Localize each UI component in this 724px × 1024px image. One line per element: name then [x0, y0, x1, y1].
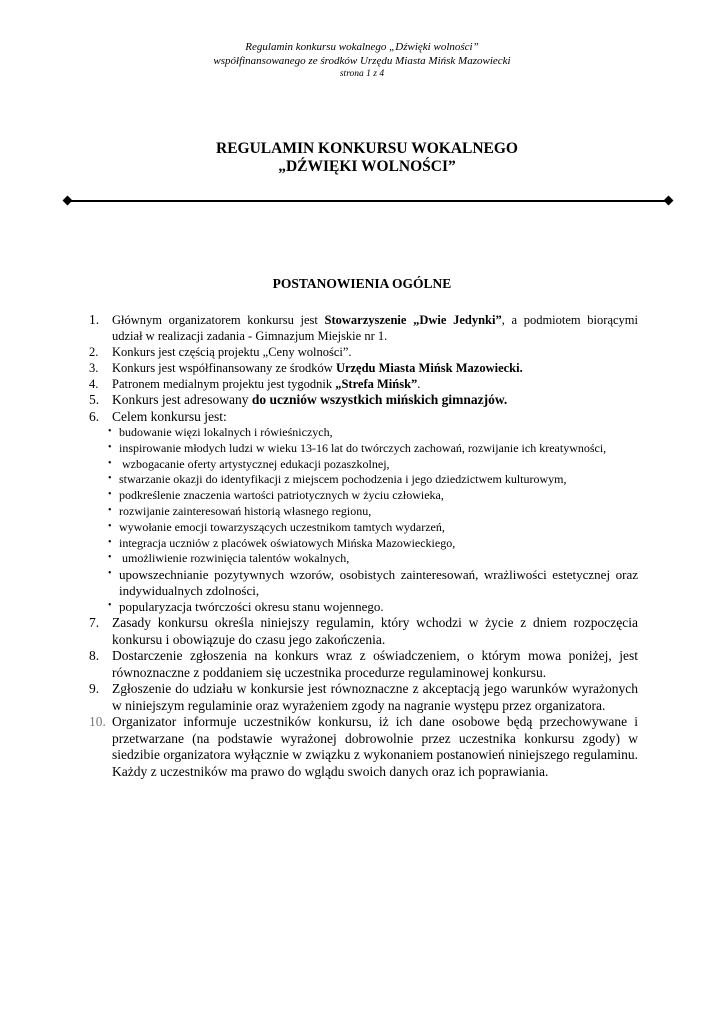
header-line-2: współfinansowanego ze środków Urzędu Miasta Mińsk Mazowiecki [213, 55, 511, 67]
media-patron-name: „Strefa Mińsk” [335, 377, 418, 391]
list-item-7 [89, 615, 638, 648]
document-title [0, 140, 724, 176]
title-line-2: „DŹWIĘKI WOLNOŚCI” [278, 158, 456, 175]
item-text: Zasady konkursu określa niniejszy regulamin, który wchodzi w życie z dniem rozpoczęcia konkursu i obowiązuje do czasu jego zakończenia. [112, 615, 638, 647]
item-number: 8. [89, 648, 100, 664]
bullet-icon: • [108, 520, 112, 532]
list-item-10 [89, 714, 638, 780]
goal-text: inspirowanie młodych ludzi w wieku 13-16 lat do twórczych zachowań, rozwijanie ich kreatywności, [119, 440, 607, 455]
running-header [0, 40, 724, 81]
cofinancer-name: Urzędu Miasta Mińsk Mazowiecki. [335, 361, 523, 375]
list-item-6 [89, 409, 638, 426]
list-item-4 [89, 376, 638, 392]
item-text: Celem konkursu jest: [112, 408, 227, 424]
title-line-1: REGULAMIN KONKURSU WOKALNEGO [216, 140, 518, 157]
goal-text: umożliwienie rozwinięcia talentów wokalnych, [122, 551, 350, 566]
item-text: Głównym organizatorem konkursu jest [112, 313, 325, 327]
list-item-2 [89, 344, 638, 360]
list-item-1 [89, 312, 638, 344]
goal-item [89, 536, 638, 552]
bullet-icon: • [108, 568, 112, 580]
goal-text: budowanie więzi lokalnych i rówieśniczych, [119, 425, 333, 439]
bullet-icon: • [108, 504, 112, 516]
organizer-name: Stowarzyszenie „Dwie Jedynki” [324, 313, 502, 327]
item-text: Patronem medialnym projektu jest tygodnik [112, 377, 336, 391]
item-number: 9. [89, 681, 100, 697]
list-item-9 [89, 681, 638, 714]
goal-text: wzbogacanie oferty artystycznej edukacji pozaszkolnej, [122, 456, 390, 471]
item-text: Organizator informuje uczestników konkursu, iż ich dane osobowe będą przechowywane i przetwarzane (na podstawie wyrażonej dobrowolnie przez uczestnika konkursu zgody) w siedzibie organizatora wyłącznie w związku z wykonaniem postanowień niniejszego regulaminu. Każdy z uczestników ma prawo do wglądu swoich danych oraz ich poprawiania. [112, 714, 638, 779]
goal-item [89, 504, 638, 520]
goal-text: wywołanie emocji towarzyszących uczestnikom tamtych wydarzeń, [119, 519, 445, 534]
bullet-icon: • [108, 600, 112, 612]
item-number: 5. [89, 392, 100, 407]
goal-item [89, 567, 638, 599]
regulation-list [89, 312, 638, 780]
item-number: 7. [89, 615, 100, 631]
goal-text: rozwijanie zainteresowań historią własnego regionu, [119, 503, 372, 518]
bullet-icon: • [108, 441, 112, 453]
item-number: 1. [89, 312, 100, 327]
item-text: . [417, 377, 421, 391]
divider-right-diamond-icon [664, 196, 674, 206]
goal-item [89, 441, 638, 457]
item-number: 2. [89, 345, 99, 359]
goal-item [89, 425, 638, 441]
section-title: POSTANOWIENIA OGÓLNE [272, 276, 452, 291]
goal-text: upowszechnianie pozytywnych wzorów, osobistych zainteresowań, wrażliwości estetycznej oraz indywidualnych zdolności, [119, 567, 638, 599]
page-number: strona 1 z 4 [339, 69, 385, 79]
item-number: 10. [89, 714, 106, 730]
goal-item [89, 599, 638, 615]
item-number: 3. [89, 361, 99, 375]
bullet-icon: • [108, 489, 112, 501]
bullet-icon: • [108, 536, 112, 548]
goal-text: popularyzacja twórczości okresu stanu wojennego. [119, 599, 384, 615]
title-divider [68, 200, 668, 202]
item-text: Konkurs jest adresowany [112, 392, 252, 407]
list-item-3 [89, 360, 638, 376]
goal-item [89, 472, 638, 488]
goal-text: integracja uczniów z placówek oświatowych Mińska Mazowieckiego, [119, 535, 456, 550]
item-text: Zgłoszenie do udziału w konkursie jest równoznaczne z akceptacją jego warunków wyrażonych w niniejszym regulaminie oraz wyrażeniem zgody na nagranie występu przez organizatora. [112, 681, 638, 713]
item-number: 4. [89, 377, 99, 391]
header-line-1: Regulamin konkursu wokalnego „Dźwięki wolności” [245, 41, 479, 53]
goal-text: stwarzanie okazji do identyfikacji z miejscem pochodzenia i jego dziedzictwem kulturowym, [119, 472, 567, 487]
goal-item [89, 457, 638, 473]
list-item-8 [89, 648, 638, 681]
item-text: Dostarczenie zgłoszenia na konkurs wraz z oświadczeniem, o którym mowa poniżej, jest równoznaczne z poddaniem się uczestnika procedurze regulaminowej konkursu. [112, 648, 638, 680]
goal-item [89, 520, 638, 536]
bullet-icon: • [108, 552, 112, 564]
target-audience: do uczniów wszystkich mińskich gimnazjów. [251, 392, 508, 407]
goal-text: podkreślenie znaczenia wartości patriotycznych w życiu człowieka, [119, 488, 444, 503]
item-text: Konkurs jest współfinansowany ze środków [112, 361, 336, 375]
item-number: 6. [89, 408, 100, 424]
goal-item [89, 488, 638, 504]
item-text: Konkurs jest częścią projektu „Ceny wolności”. [112, 345, 352, 359]
goal-item [89, 551, 638, 567]
bullet-icon: • [108, 426, 112, 437]
bullet-icon: • [108, 457, 112, 469]
bullet-icon: • [108, 473, 112, 485]
item-text: , a podmiotem biorącymi udział w realizacji zadania - Gimnazjum Miejskie nr 1. [112, 313, 638, 343]
list-item-5 [89, 392, 638, 409]
